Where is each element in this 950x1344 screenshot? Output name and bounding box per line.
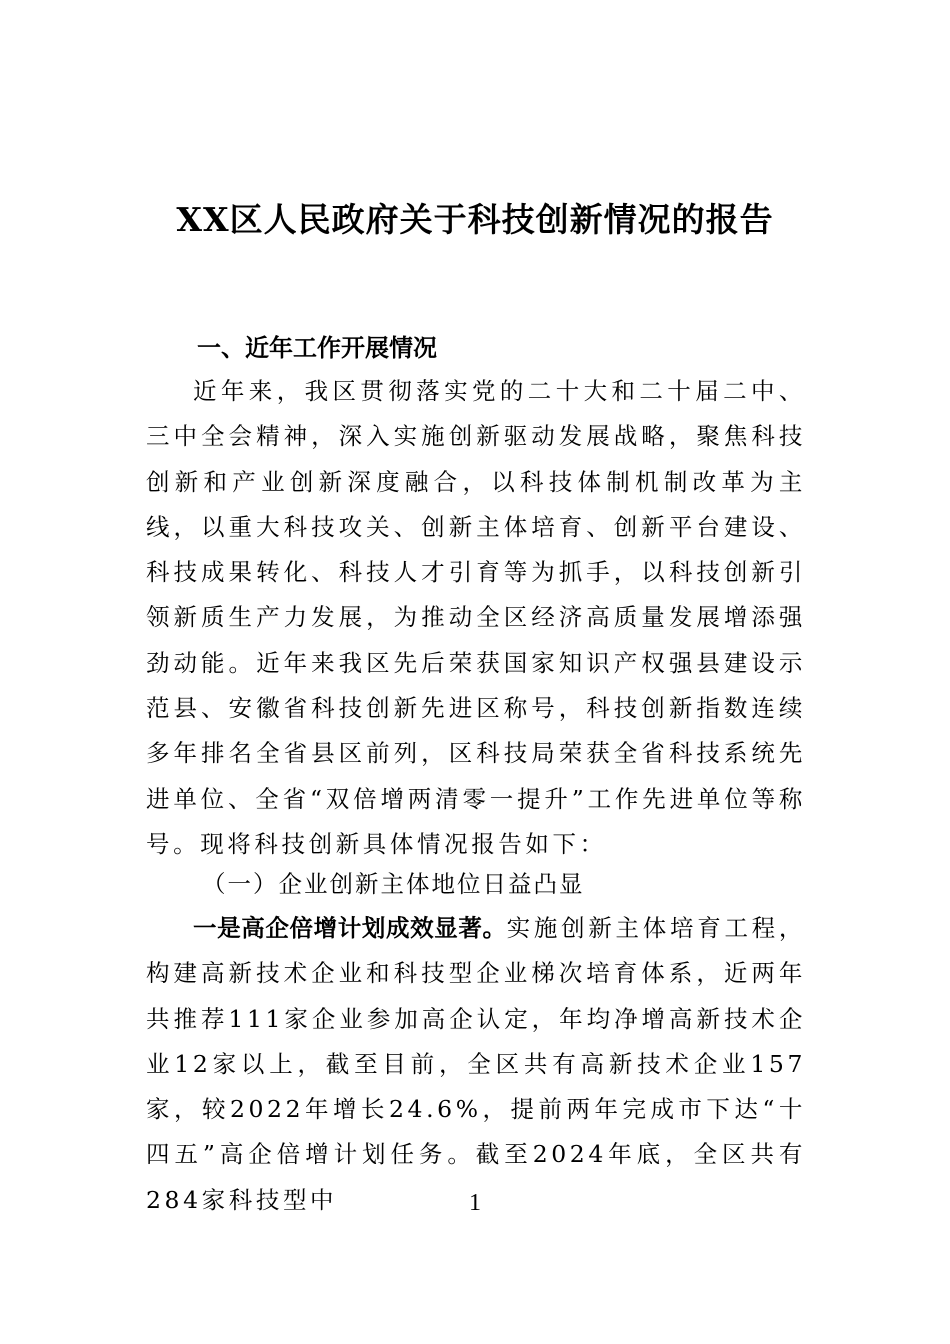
- subsection-heading-1: （一）企业创新主体地位日益凸显: [202, 870, 585, 898]
- section-1-paragraph: 近年来，我区贯彻落实党的二十大和二十届二中、三中全会精神，深入实施创新驱动发展战略，聚焦科技创新和产业创新深度融合，以科技体制机制改革为主线，以重大科技攻关、创新主体培育、创新平台建设、科技成果转化、科技人才引育等为抓手，以科技创新引领新质生产力发展，为推动全区经济高质量发展增添强劲动能。近年来我区先后荣获国家知识产权强县建设示范县、安徽省科技创新先进区称号，科技创新指数连续多年排名全省县区前列，区科技局荣获全省科技系统先进单位、全省“双倍增两清零一提升”工作先进单位等称号。现将科技创新具体情况报告如下：: [146, 377, 806, 858]
- subsection-1-lead-text: 一是高企倍增计划成效显著。: [193, 914, 507, 942]
- subsection-1-body-text: 实施创新主体培育工程，构建高新技术企业和科技型企业梯次培育体系，近两年共推荐111家企业参加高企认定，年均净增高新技术企业12家以上，截至目前，全区共有高新技术企业157家，较2022年增长24.6%，提前两年完成市下达“十四五”高企倍增计划任务。截至2024年底，全区共有284家科技型中: [146, 914, 806, 1214]
- section-heading-1: 一、近年工作开展情况: [197, 334, 437, 362]
- document-title: XX区人民政府关于科技创新情况的报告: [176, 200, 774, 239]
- subsection-1-paragraph: [146, 906, 806, 1223]
- page-number: 1: [469, 1190, 481, 1216]
